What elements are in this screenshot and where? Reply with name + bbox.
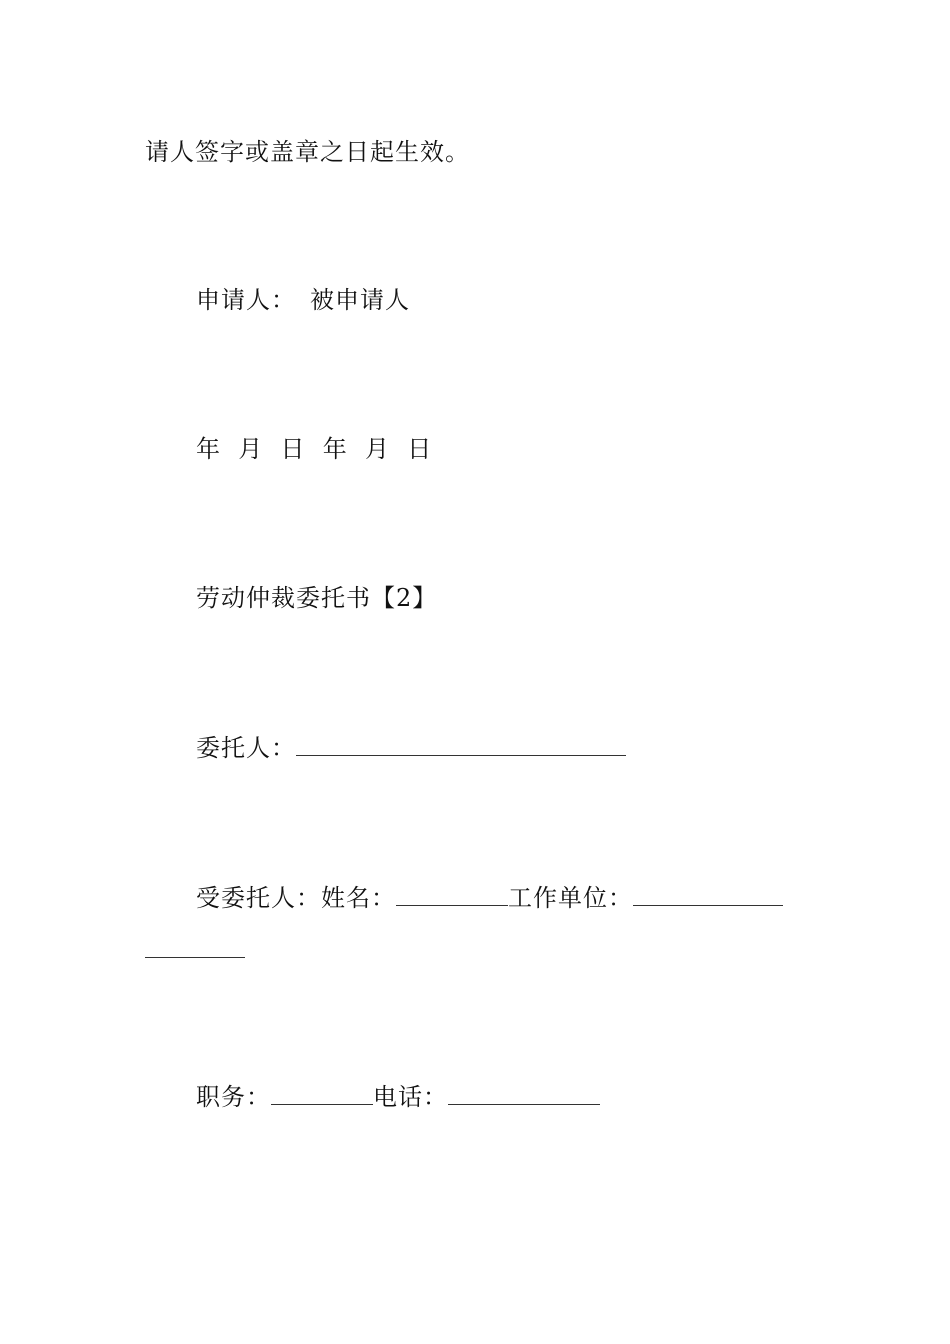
phone-blank	[448, 1082, 600, 1105]
agent-line	[196, 883, 783, 913]
agent-employer-blank	[633, 883, 783, 906]
client-line	[196, 733, 626, 763]
agent-name-blank	[396, 883, 508, 906]
date-line: 年 月 日 年 月 日	[196, 435, 433, 463]
continuation-text: 请人签字或盖章之日起生效。	[145, 138, 470, 166]
agent-name-label: 姓名：	[321, 884, 396, 912]
respondent-label: 被申请人	[310, 286, 410, 314]
agent-employer-blank-continued	[145, 957, 245, 958]
signature-line	[196, 285, 410, 315]
agent-employer-label: 工作单位：	[508, 884, 633, 912]
phone-label: 电话：	[373, 1083, 448, 1111]
applicant-label: 申请人：	[196, 286, 296, 314]
position-label: 职务：	[196, 1083, 271, 1111]
agent-label: 受委托人：	[196, 884, 321, 912]
client-label: 委托人：	[196, 734, 296, 762]
position-blank	[271, 1082, 373, 1105]
contact-line	[196, 1082, 600, 1112]
client-blank	[296, 733, 626, 756]
section-title: 劳动仲裁委托书【2】	[196, 584, 438, 612]
